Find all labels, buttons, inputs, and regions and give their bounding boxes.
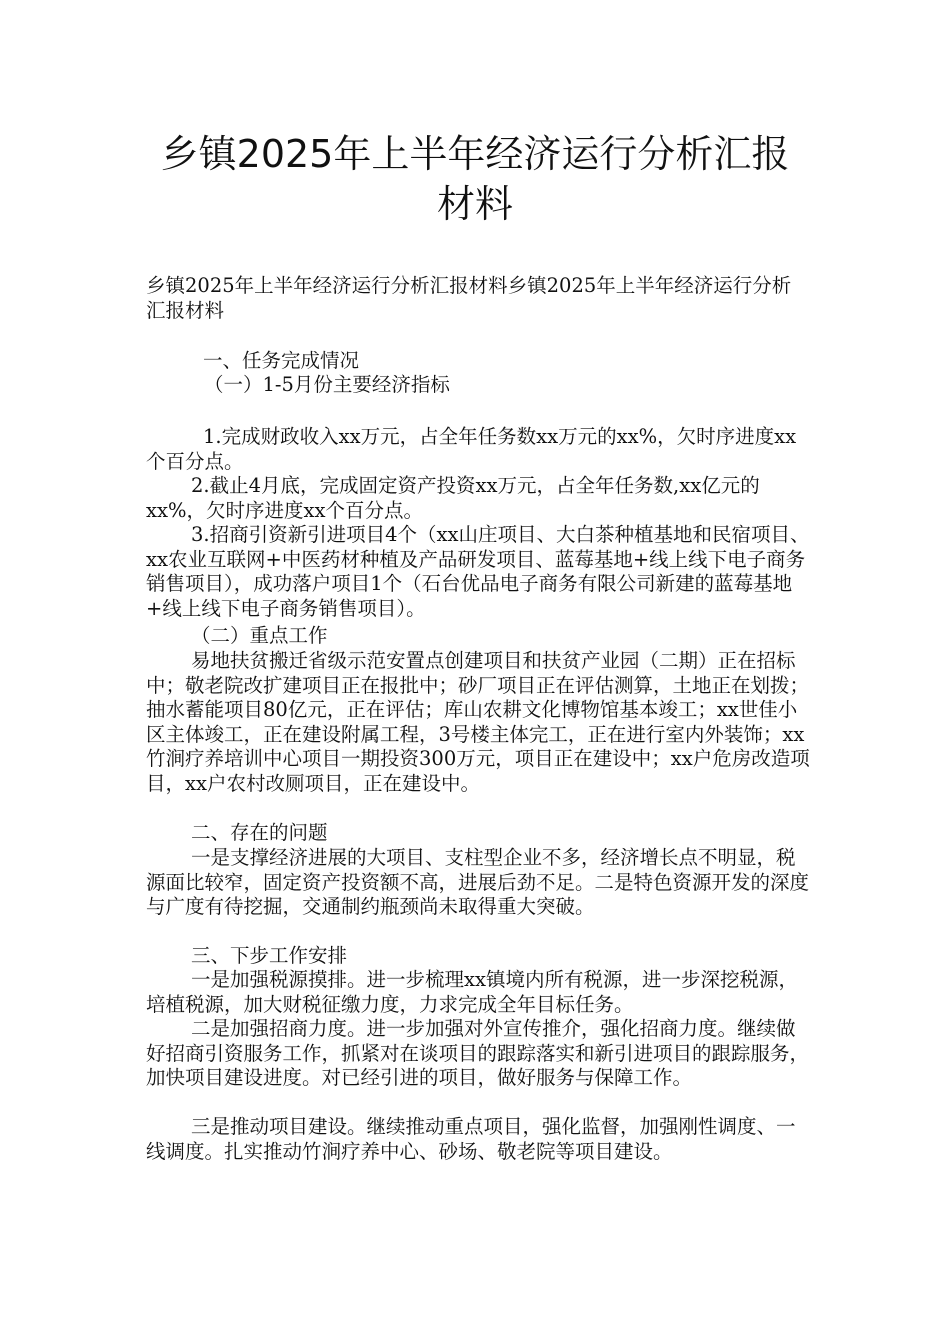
section-heading-1: 一、任务完成情况 xyxy=(203,349,360,372)
intro-paragraph: 乡镇2025年上半年经济运行分析汇报材料乡镇2025年上半年经济运行分析汇报材料 xyxy=(146,274,792,322)
section-heading-2: 二、存在的问题 xyxy=(191,821,328,844)
problems-paragraph: 一是支撑经济进展的大项目、支柱型企业不多，经济增长点不明显，税源面比较窄，固定资产投资额不高，进展后劲不足。二是特色资源开发的深度与广度有待挖掘，交通制约瓶颈尚未取得重大突破。 xyxy=(146,846,810,918)
plan-paragraph-2: 二是加强招商力度。进一步加强对外宣传推介，强化招商力度。继续做好招商引资服务工作，抓紧对在谈项目的跟踪落实和新引进项目的跟踪服务，加快项目建设进度。对已经引进的项目，做好服务与保障工作。 xyxy=(146,1017,810,1089)
subsection-heading-2: （二）重点工作 xyxy=(191,624,328,647)
document-title: 乡镇2025年上半年经济运行分析汇报 xyxy=(160,132,790,176)
document-title-continued: 材料 xyxy=(436,182,513,226)
key-work-paragraph: 易地扶贫搬迁省级示范安置点创建项目和扶贫产业园（二期）正在招标中；敬老院改扩建项目正在报批中；砂厂项目正在评估测算，土地正在划拨；抽水蓄能项目80亿元，正在评估；库山农耕文化博物馆基本竣工；xx世佳小区主体竣工，正在建设附属工程，3号楼主体完工，正在进行室内外装饰；xx竹涧疗养培训中心项目一期投资300万元，项目正在建设中；xx户危房改造项目，xx户农村改厕项目，正在建设中。 xyxy=(146,649,810,795)
section-heading-3: 三、下步工作安排 xyxy=(191,944,348,967)
indicator-item-1: 1.完成财政收入xx万元，占全年任务数xx万元的xx%，欠时序进度xx个百分点。 xyxy=(146,425,797,473)
plan-paragraph-1: 一是加强税源摸排。进一步梳理xx镇境内所有税源，进一步深挖税源，培植税源，加大财税征缴力度，力求完成全年目标任务。 xyxy=(146,968,798,1016)
plan-paragraph-3: 三是推动项目建设。继续推动重点项目，强化监督，加强刚性调度、一线调度。扎实推动竹涧疗养中心、砂场、敬老院等项目建设。 xyxy=(146,1115,796,1163)
indicator-item-2: 2.截止4月底，完成固定资产投资xx万元，占全年任务数,xx亿元的xx%，欠时序进度xx个百分点。 xyxy=(146,474,760,522)
subsection-heading-1: （一）1-5月份主要经济指标 xyxy=(204,373,450,396)
indicator-item-3: 3.招商引资新引进项目4个（xx山庄项目、大白茶种植基地和民宿项目、xx农业互联网+中医药材种植及产品研发项目、蓝莓基地+线上线下电子商务销售项目），成功落户项目1个（石台优品电子商务有限公司新建的蓝莓基地+线上线下电子商务销售项目）。 xyxy=(146,523,810,620)
